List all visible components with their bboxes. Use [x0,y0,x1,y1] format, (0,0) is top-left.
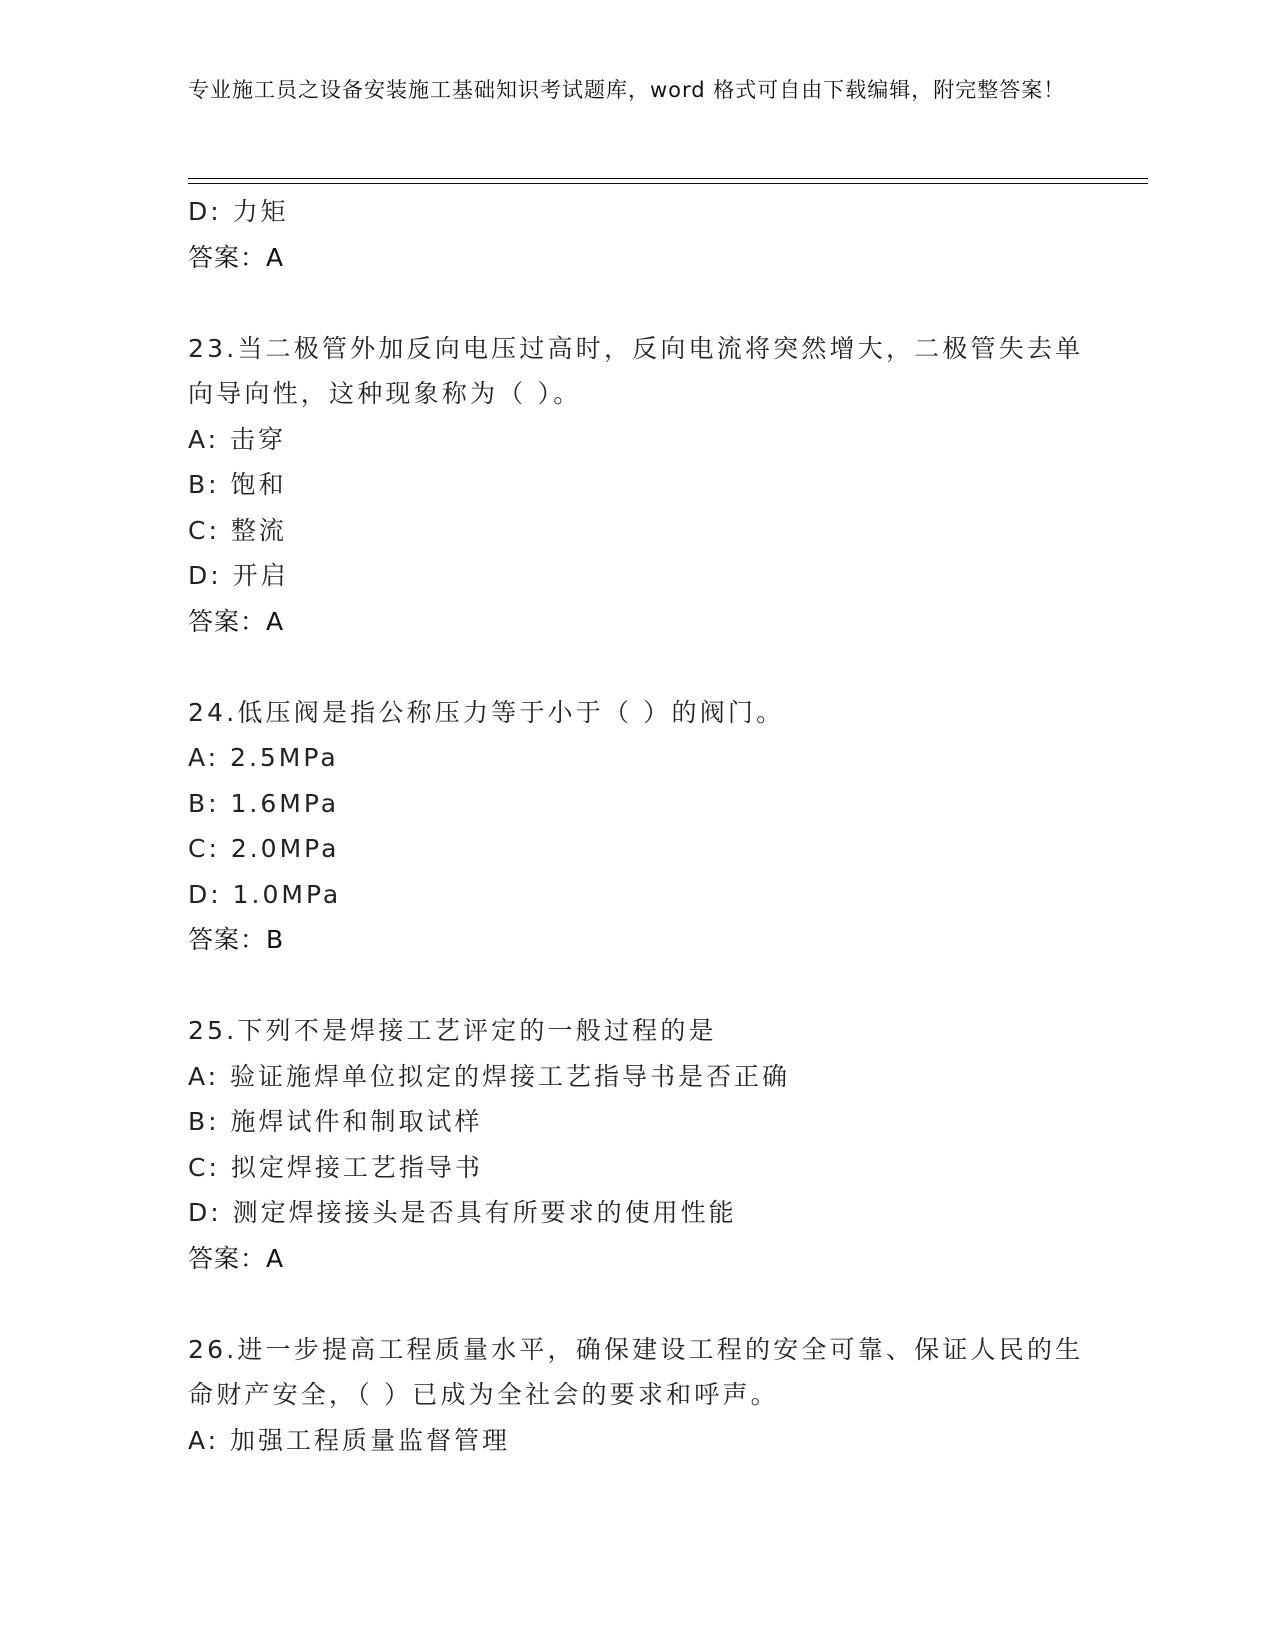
question-23-option-a: A: 击穿 [188,424,287,454]
prev-answer: 答案：A [188,242,285,272]
question-23-text: 23.当二极管外加反向电压过高时，反向电流将突然增大，二极管失去单向导向性，这种现象称为（ ）。 [188,333,1084,408]
question-24-answer: 答案：B [188,925,285,954]
question-25-text: 25.下列不是焊接工艺评定的一般过程的是 [188,1016,717,1045]
header-divider-top [188,178,1148,179]
spacer [188,280,1088,326]
question-24-option-b: B: 1.6MPa [188,788,340,818]
document-header: 专业施工员之设备安装施工基础知识考试题库，word 格式可自由下载编辑，附完整答案！ [188,78,1066,102]
question-list [188,189,1088,1463]
question-24-option-c: C: 2.0MPa [188,834,340,863]
question-23-option-c: C: 整流 [188,515,287,545]
question-24-option-a: A: 2.5MPa [188,743,339,772]
question-25-option-a: A: 验证施焊单位拟定的焊接工艺指导书是否正确 [188,1061,791,1091]
question-23-option-b: B: 饱和 [188,470,287,499]
question-24-text: 24.低压阀是指公称压力等于小于（ ）的阀门。 [188,697,785,727]
spacer [188,963,1088,1009]
spacer [188,644,1088,690]
header-divider-bottom [188,183,1148,184]
question-24-option-d: D: 1.0MPa [188,879,342,909]
question-23-answer: 答案：A [188,606,285,636]
question-26-text: 26.进一步提高工程质量水平，确保建设工程的安全可靠、保证人民的生命财产安全，（ ）已成为全社会的要求和呼声。 [188,1334,1084,1409]
prev-option-d: D: 力矩 [188,197,289,226]
question-25-option-d: D: 测定焊接接头是否具有所要求的使用性能 [188,1198,737,1227]
question-23-option-d: D: 开启 [188,561,289,590]
question-25-option-b: B: 施焊试件和制取试样 [188,1107,483,1136]
question-25-option-c: C: 拟定焊接工艺指导书 [188,1152,483,1182]
question-25-answer: 答案：A [188,1243,285,1273]
question-26-option-a: A: 加强工程质量监督管理 [188,1425,511,1455]
spacer [188,1281,1088,1327]
